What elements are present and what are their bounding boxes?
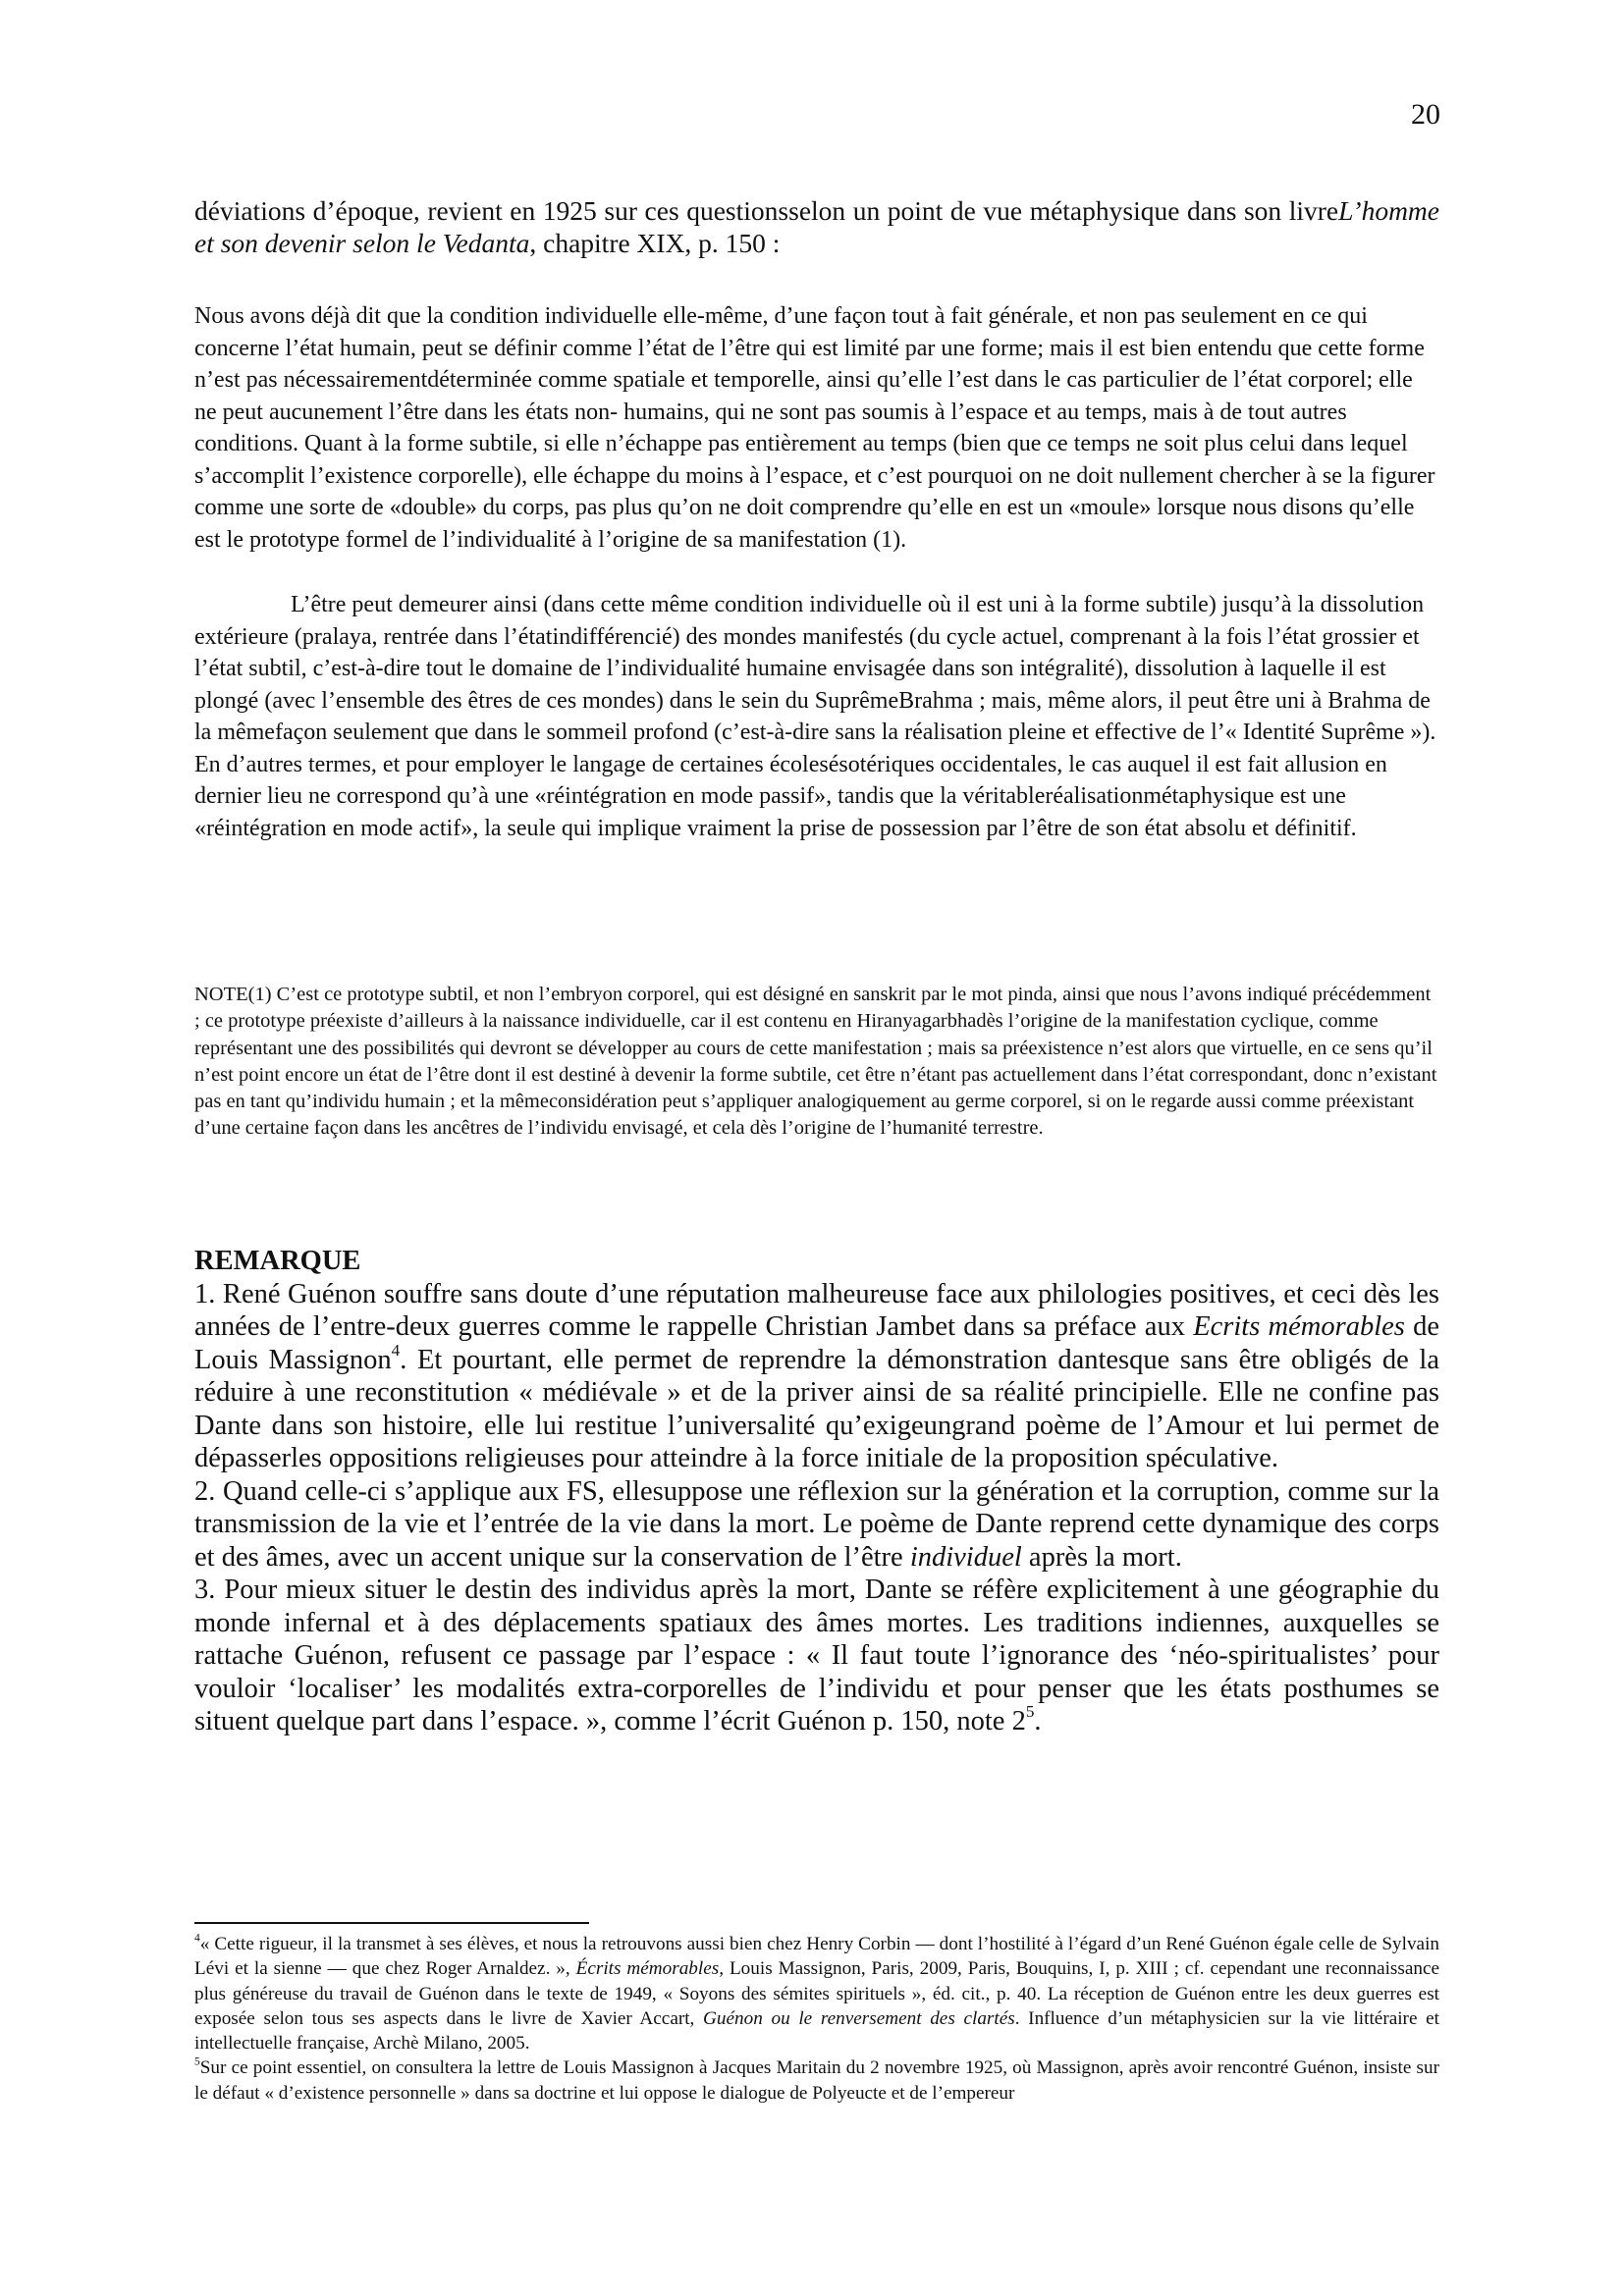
note-paragraph: NOTE(1) C’est ce prototype subtil, et non l’embryon corporel, qui est désigné en sanskrit par le mot pinda, ainsi que nous l’avons indiqué précédemment ; ce prototype préexiste d’ailleurs à la naissance individuelle, car il est contenu en Hiranyagarbhadès l’origine de la manifestation cyclique, comme représentant une des possibilités qui devront se développer au cours de cette manifestation ; mais sa préexistence n’est alors que virtuelle, en ce sens qu’il n’est point encore un état de l’être dont il est destiné à devenir la forme subtile, cet être n’étant pas actuellement dans l’état correspondant, donc n’existant pas en tant qu’individu humain ; et la mêmeconsidération peut s’appliquer analogiquement au germe corporel, si on le regarde aussi comme préexistant d’une certaine façon dans les ancêtres de l’individu envisagé, et cela dès l’origine de l’humanité terrestre. bbox=[194, 984, 1437, 1140]
remarque-point-2-text: 2. Quand celle-ci s’applique aux FS, ellesuppose une réflexion sur la génération et la corruption, comme sur la transmission de la vie et l’entrée de la vie dans la mort. Le poème de Dante reprend cette dynamique des corps et des âmes, avec un accent unique sur la conservation de l’être bbox=[194, 1475, 1439, 1573]
remarque-point-1-text-b: de Louis Massignon bbox=[194, 1311, 1440, 1375]
quote-paragraph-1: Nous avons déjà dit que la condition individuelle elle-même, d’une façon tout à fait générale, et non pas seulement en ce qui concerne l’état humain, peut se définir comme l’état de l’être qui est limité par une forme; mais il est bien entendu que cette forme n’est pas nécessairementdéterminée comme spatiale et temporelle, ainsi qu’elle l’est dans le cas particulier de l’état corporel; elle ne peut aucunement l’être dans les états non- humains, qui ne sont pas soumis à l’espace et au temps, mais à de tout autres conditions. Quant à la forme subtile, si elle n’échappe pas entièrement au temps (bien que ce temps ne soit plus celui dans lequel s’accomplit l’existence corporelle), elle échappe du moins à l’espace, et c’est pourquoi on ne doit nullement chercher à se la figurer comme une sorte de «double» du corps, pas plus qu’on ne doit comprendre qu’elle en est un «moule» lorsque nous disons qu’elle est le prototype formel de l’individualité à l’origine de sa manifestation (1). bbox=[194, 303, 1435, 553]
remarque-point-3 bbox=[194, 1574, 1439, 1738]
quote-paragraph-2: L’être peut demeurer ainsi (dans cette même condition individuelle où il est uni à la forme subtile) jusqu’à la dissolution extérieure (pralaya, rentrée dans l’étatindifférencié) des mondes manifestés (du cycle actuel, comprenant à la fois l’état grossier et l’état subtil, c’est-à-dire tout le domaine de l’individualité humaine envisagée dans son intégralité), dissolution à laquelle il est plongé (avec l’ensemble des êtres de ces mondes) dans le sein du SuprêmeBrahma ; mais, même alors, il peut être uni à Brahma de la mêmefaçon seulement que dans le sommeil profond (c’est-à-dire sans la réalisation pleine et effective de l’« Identité Suprême »). En d’autres termes, et pour employer le langage de certaines écolesésotériques occidentales, le cas auquel il est fait allusion en dernier lieu ne correspond qu’à une «réintégration en mode passif», tandis que la véritableréalisationmétaphysique est une «réintégration en mode actif», la seule qui implique vraiment la prise de possession par l’être de son état absolu et définitif. bbox=[194, 592, 1436, 841]
remarque-point-3-text: 3. Pour mieux situer le destin des individus après la mort, Dante se réfère explicitement à une géographie du monde infernal et à des déplacements spatiaux des âmes mortes. Les traditions indiennes, auxquelles se rattache Guénon, refusent ce passage par l’espace : « Il faut toute l’ignorance des ‘néo-spiritualistes’ pour vouloir ‘localiser’ les modalités extra-corporelles de l’individu et pour penser que les états posthumes se situent quelque part dans l’espace. », comme l’écrit Guénon p. 150, note 2 bbox=[194, 1575, 1439, 1736]
footnote-divider bbox=[194, 1922, 589, 1924]
footnote-4-book-title: Écrits mémorables, bbox=[575, 1958, 725, 1980]
remarque-emphasis: individuel bbox=[909, 1541, 1022, 1573]
footnote-4 bbox=[194, 1932, 1439, 2056]
footnote-5-text: Sur ce point essentiel, on consultera la lettre de Louis Massignon à Jacques Maritain du 2 novembre 1925, où Massignon, après avoir rencontré Guénon, insiste sur le défaut « d’existence personnelle » dans sa doctrine et lui oppose le dialogue de Polyeucte et de l’empereur bbox=[194, 2057, 1439, 2104]
intro-text: déviations d’époque, revient en 1925 sur ces questionsselon un point de vue métaphysique dans son livre bbox=[194, 195, 1339, 226]
remarque-point-3-text-b: . bbox=[1034, 1706, 1042, 1736]
remarque-point-1 bbox=[194, 1278, 1439, 1475]
remarque-point-1-text: 1. René Guénon souffre sans doute d’une réputation malheureuse face aux philologies positives, et ceci dès les années de l’entre-deux guerres comme le rappelle Christian Jambet dans sa préface aux bbox=[194, 1278, 1439, 1342]
page-number: 20 bbox=[1411, 98, 1440, 131]
footnote-5-number: 5 bbox=[194, 2056, 200, 2068]
book-title: L’homme et son devenir selon le Vedanta bbox=[194, 195, 1439, 258]
footnotes bbox=[194, 1932, 1439, 2106]
remarque-point-2 bbox=[194, 1475, 1439, 1575]
block-quote bbox=[194, 300, 1439, 844]
footnote-4-book-title-2: Guénon ou le renversement des clartés bbox=[703, 2007, 1015, 2029]
remarque-point-1-text-c: . Et pourtant, elle permet de reprendre la démonstration dantesque sans être obligés de la réduire à une reconstitution « médiévale » et de la priver ainsi de sa réalité principielle. Elle ne confine pas Dante dans son histoire, elle lui restitue l’universalité qu’exigeungrand poème de l’Amour et lui permet de dépasserles oppositions religieuses pour atteindre à la force initiale de la proposition spéculative. bbox=[194, 1344, 1439, 1473]
remarque-section bbox=[194, 1245, 1439, 1738]
remarque-heading: REMARQUE bbox=[194, 1246, 361, 1276]
footnote-4-text-b: Louis Massignon, Paris, 2009, Paris, Bouquins, I, p. XIII ; cf. cependant une reconnaissance plus généreuse du travail de Guénon dans le texte de 1949, « Soyons des sémites spirituels », éd. cit., p. 40. La réception de Guénon entre les deux guerres est exposée selon tous ses aspects dans le livre de Xavier Accart, bbox=[194, 1958, 1440, 2029]
remarque-point-2-text-b: après la mort. bbox=[1021, 1541, 1182, 1573]
footnote-ref-4[interactable]: 4 bbox=[391, 1340, 401, 1360]
footnote-5 bbox=[194, 2056, 1439, 2106]
footnote-4-text: « Cette rigueur, il la transmet à ses élèves, et nous la retrouvons aussi bien chez Henry Corbin — dont l’hostilité à l’égard d’un René Guénon égale celle de Sylvain Lévi et la sienne — que chez Roger Arnaldez. », bbox=[194, 1934, 1439, 1980]
remarque-book-title: Ecrits mémorables bbox=[1193, 1311, 1405, 1342]
intro-text-end: , chapitre XIX, p. 150 : bbox=[529, 228, 781, 258]
footnote-4-number: 4 bbox=[194, 1932, 200, 1945]
intro-paragraph bbox=[194, 194, 1439, 259]
footnote-ref-5[interactable]: 5 bbox=[1025, 1702, 1035, 1722]
footnote-4-text-c: . Influence d’un métaphysicien sur la vie littéraire et intellectuelle française, Archè Milano, 2005. bbox=[194, 2007, 1439, 2055]
